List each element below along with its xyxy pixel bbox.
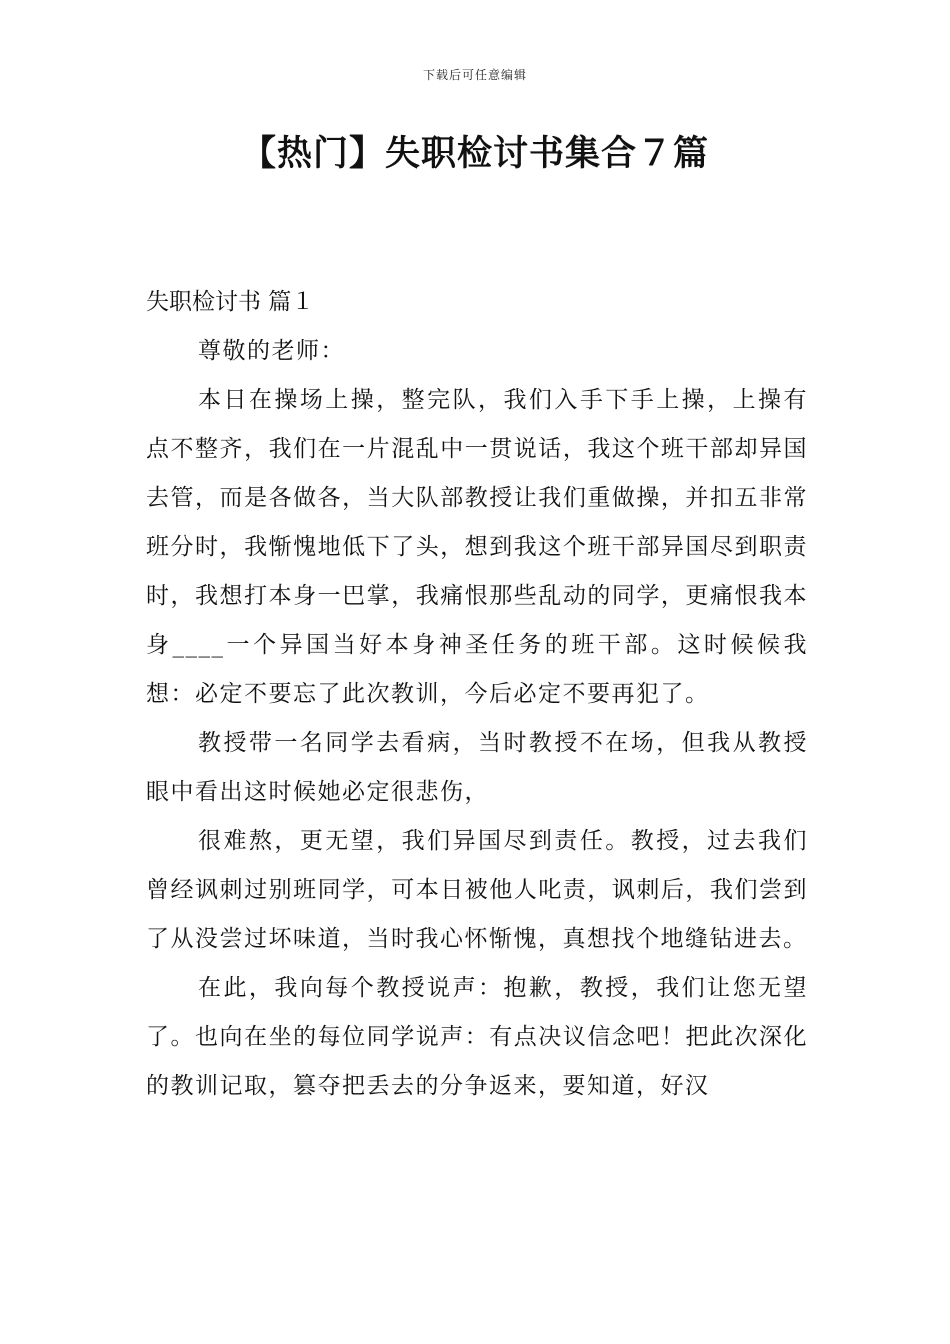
body-paragraph: 教授带一名同学去看病，当时教授不在场，但我从教授眼中看出这时候她必定很悲伤， <box>146 730 808 805</box>
salutation: 尊敬的老师： <box>198 338 345 364</box>
document-title: 【热门】失职检讨书集合７篇 <box>240 134 709 174</box>
document-body <box>146 278 808 1111</box>
header-note: 下载后可任意编辑 <box>422 68 527 82</box>
body-paragraph: 很难熬，更无望，我们异国尽到责任。教授，过去我们曾经讽刺过别班同学，可本日被他人叱责，讽刺后，我们尝到了从没尝过坏味道，当时我心怀惭愧，真想找个地缝钻进去。 <box>146 828 808 952</box>
section-heading: 失职检讨书 篇１ <box>146 289 315 315</box>
body-paragraph: 本日在操场上操，整完队，我们入手下手上操，上操有点不整齐，我们在一片混乱中一贯说话，我这个班干部却异国去管，而是各做各，当大队部教授让我们重做操，并扣五非常班分时，我惭愧地低下了头，想到我这个班干部异国尽到职责时，我想打本身一巴掌，我痛恨那些乱动的同学，更痛恨我本身____一个异国当好本身神圣任务的班干部。这时候候我想：必定不要忘了此次教训，今后必定不要再犯了。 <box>146 387 808 707</box>
body-paragraph: 在此，我向每个教授说声：抱歉，教授，我们让您无望了。也向在坐的每位同学说声：有点决议信念吧！把此次深化的教训记取，篡夺把丢去的分争返来，要知道，好汉 <box>146 975 808 1099</box>
